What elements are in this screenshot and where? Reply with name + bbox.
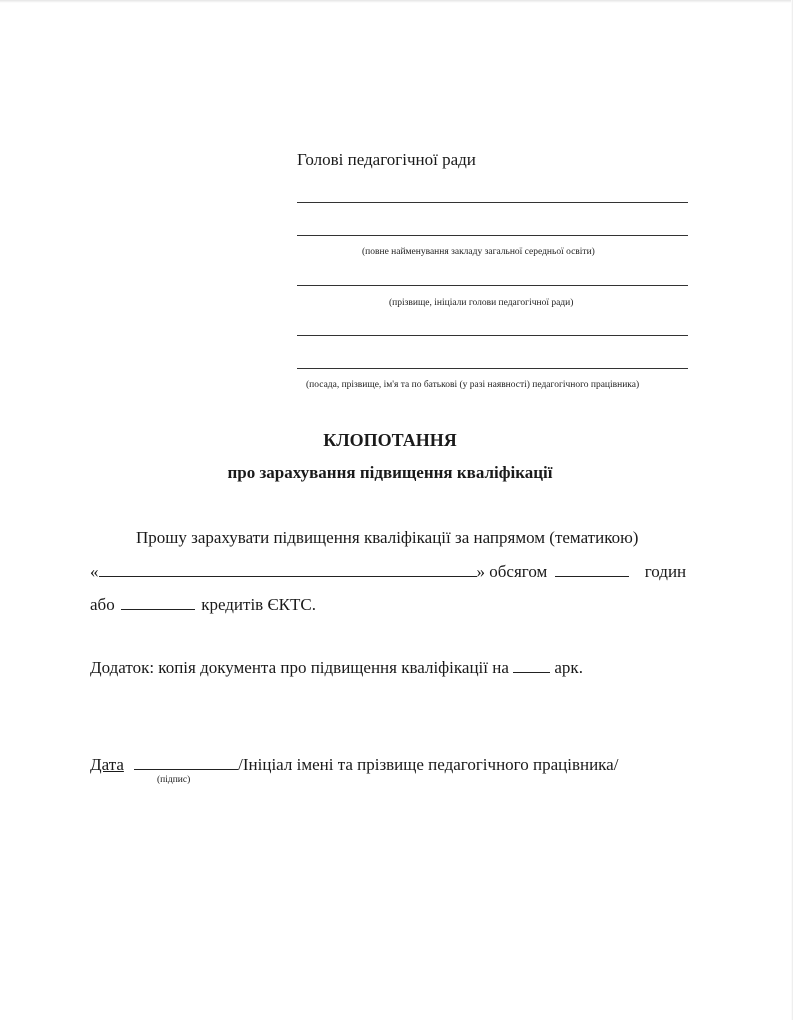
signature-line xyxy=(90,754,618,775)
addressee-line-4[interactable] xyxy=(297,335,688,336)
quote-close-volume: » обсягом xyxy=(476,562,548,581)
attachment-text: Додаток: копія документа про підвищення кваліфікації на xyxy=(90,658,509,677)
attachment-line xyxy=(90,657,583,678)
caption-employee: (посада, прізвище, ім'я та по батькові (у разі наявності) педагогічного працівника) xyxy=(306,380,640,390)
caption-institution: (повне найменування закладу загальної середньої освіти) xyxy=(362,247,595,257)
addressee-line-2[interactable] xyxy=(297,235,688,236)
quote-open: « xyxy=(90,562,99,581)
or-label: або xyxy=(90,595,115,614)
credits-label: кредитів ЄКТС. xyxy=(201,595,316,614)
addressee-line-1[interactable] xyxy=(297,202,688,203)
addressee-heading: Голові педагогічної ради xyxy=(297,150,476,169)
signature-field[interactable] xyxy=(134,754,238,770)
document-title: КЛОПОТАННЯ xyxy=(323,430,457,450)
page-top-shadow xyxy=(0,0,793,3)
signature-caption: (підпис) xyxy=(157,775,191,785)
hours-label: годин xyxy=(644,562,687,581)
pages-field[interactable] xyxy=(513,657,550,673)
request-line-3 xyxy=(90,594,316,615)
request-line-2 xyxy=(90,561,686,582)
topic-field[interactable] xyxy=(99,561,477,577)
addressee-line-3[interactable] xyxy=(297,285,688,286)
hours-field[interactable] xyxy=(555,561,629,577)
credits-field[interactable] xyxy=(121,594,195,610)
employee-name-label: /Ініціал імені та прізвище педагогічного працівника/ xyxy=(238,755,619,774)
date-label: Дата xyxy=(90,755,124,774)
pages-unit: арк. xyxy=(554,658,583,677)
caption-head: (прізвище, ініціали голови педагогічної ради) xyxy=(389,298,574,308)
document-subtitle: про зарахування підвищення кваліфікації xyxy=(227,463,553,482)
request-line-1: Прошу зарахувати підвищення кваліфікації за напрямом (тематикою) xyxy=(136,528,639,547)
addressee-line-5[interactable] xyxy=(297,368,688,369)
